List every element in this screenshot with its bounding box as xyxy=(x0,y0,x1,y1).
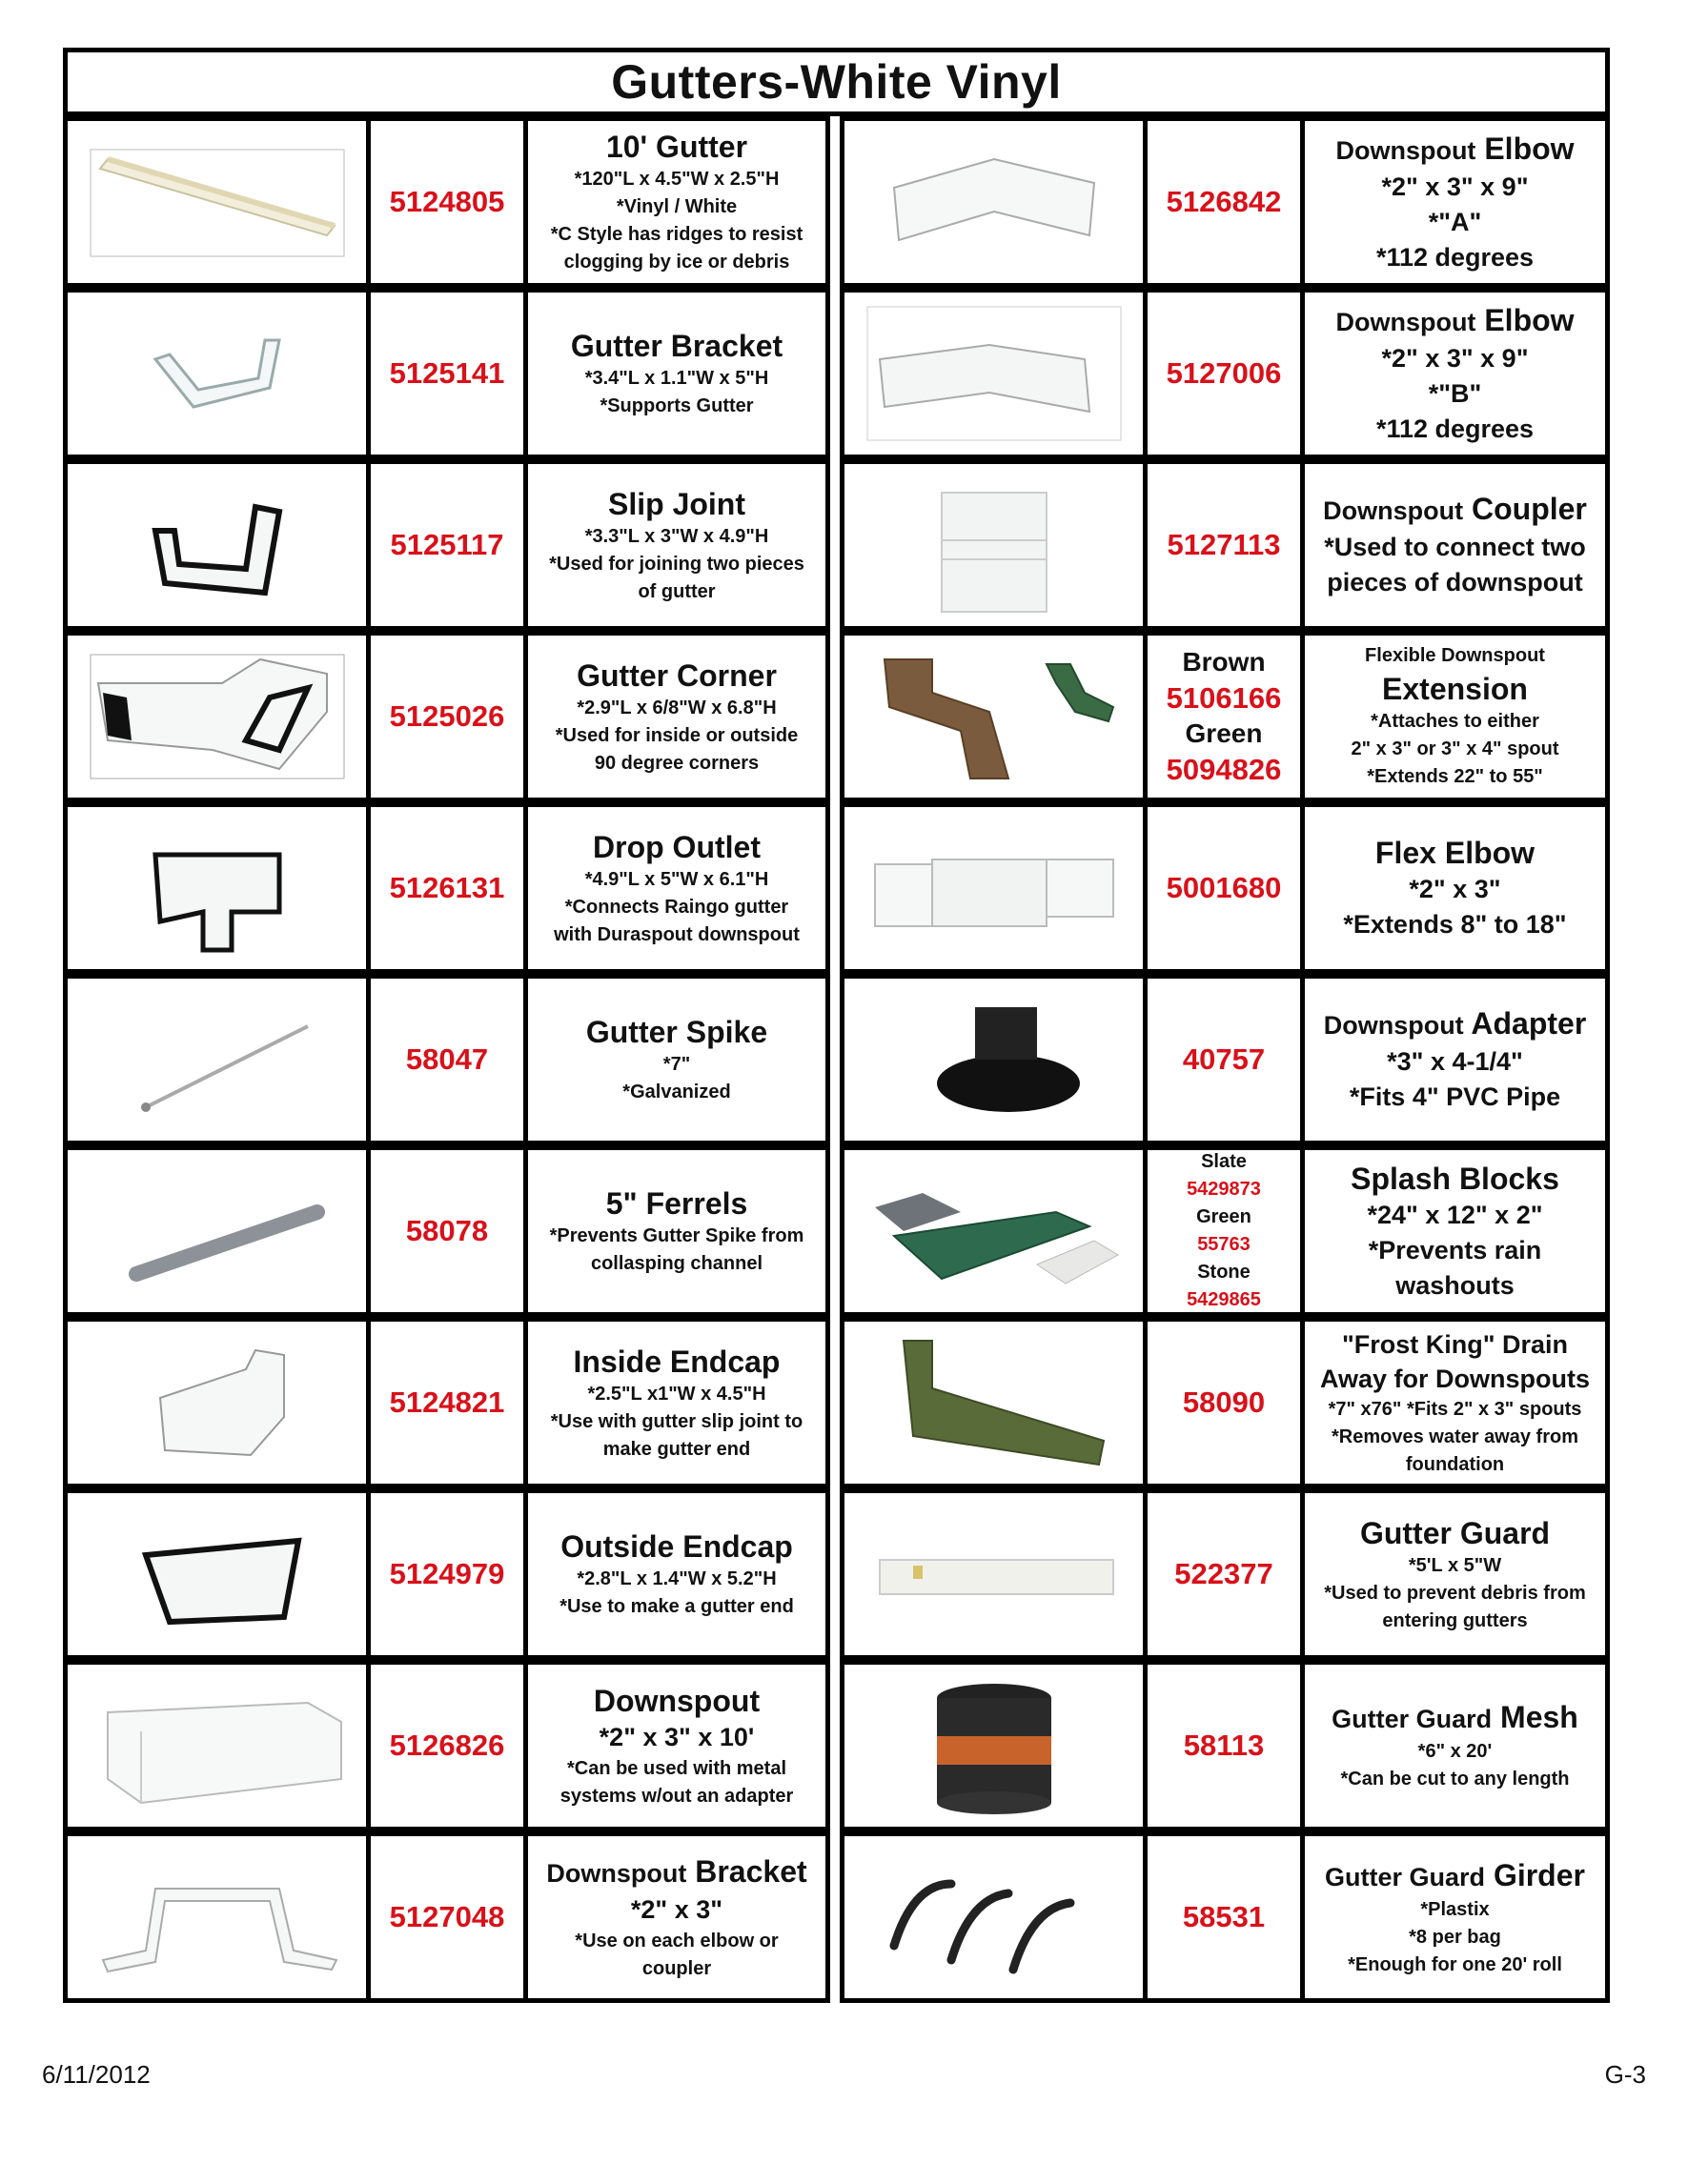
product-detail: *Enough for one 20' roll xyxy=(1348,1953,1562,1975)
product-row xyxy=(840,116,1610,288)
right-product-column xyxy=(840,116,1610,2003)
sku-number: 5001680 xyxy=(1166,871,1282,904)
product-detail: *112 degrees xyxy=(1375,242,1535,272)
sku-number: 5094826 xyxy=(1166,753,1282,786)
sku-number: 58047 xyxy=(405,1042,489,1076)
product-detail: *3.3"L x 3"W x 4.9"H xyxy=(584,525,769,547)
color-label: Green xyxy=(1196,1206,1251,1227)
flex-extension-image xyxy=(865,645,1123,788)
product-row xyxy=(840,459,1610,631)
drain-away-image xyxy=(865,1331,1123,1474)
product-detail: *2.8"L x 1.4"W x 5.2"H xyxy=(577,1568,777,1589)
sku-number: 5127113 xyxy=(1167,528,1281,561)
sku-number: 5429865 xyxy=(1187,1289,1261,1310)
product-detail: *Used to prevent debris from xyxy=(1324,1582,1586,1604)
page-number: G-3 xyxy=(1604,2060,1646,2089)
color-label: Green xyxy=(1185,718,1263,748)
product-name: Gutter Corner xyxy=(577,657,777,693)
gutter-guard-image xyxy=(865,1503,1123,1646)
product-size: *2" x 3" x 10' xyxy=(599,1722,755,1751)
product-detail: *Can be cut to any length xyxy=(1340,1769,1570,1790)
product-row xyxy=(840,631,1610,802)
product-row xyxy=(63,1660,830,1831)
gutter-bracket-image xyxy=(89,302,346,445)
guard-girder-image xyxy=(865,1846,1123,1989)
product-row xyxy=(840,1660,1610,1831)
product-detail: *"A" xyxy=(1428,207,1482,236)
product-detail: *Attaches to either xyxy=(1371,711,1539,732)
elbow-b-image xyxy=(865,302,1123,445)
product-name: Slip Joint xyxy=(608,486,745,521)
product-size: *24" x 12" x 2" xyxy=(1367,1200,1543,1229)
sku-number: 5127006 xyxy=(1166,356,1282,390)
elbow-a-image xyxy=(865,131,1123,273)
sku-number: 5125141 xyxy=(389,356,505,390)
product-detail: *Use with gutter slip joint to xyxy=(550,1410,803,1432)
sku-number: 5125026 xyxy=(389,699,505,733)
left-product-column xyxy=(63,116,830,2003)
product-name: Gutter Guard Girder xyxy=(1325,1857,1585,1892)
product-detail: collasping channel xyxy=(590,1253,763,1274)
product-detail: *Extends 8" to 18" xyxy=(1343,910,1567,939)
product-detail: *Plastix xyxy=(1420,1898,1490,1920)
sku-number: 522377 xyxy=(1174,1557,1273,1590)
product-detail: *7" x76" *Fits 2" x 3" spouts xyxy=(1328,1398,1582,1420)
product-detail: *Removes water away from xyxy=(1331,1426,1578,1447)
product-row xyxy=(63,459,830,631)
product-detail: *Used to connect two xyxy=(1324,533,1586,561)
sku-number: 5126842 xyxy=(1166,185,1282,218)
product-size: *2" x 3" xyxy=(1409,875,1501,903)
product-detail: with Duraspout downspout xyxy=(554,923,800,945)
page-title: Gutters-White Vinyl xyxy=(611,55,1062,109)
product-detail: *2.9"L x 6/8"W x 6.8"H xyxy=(577,697,777,718)
downspout-bracket-image xyxy=(89,1846,346,1989)
sku-number: 5126131 xyxy=(389,871,505,904)
sku-number: 55763 xyxy=(1197,1234,1251,1255)
product-name: Gutter Spike xyxy=(585,1015,768,1049)
product-row xyxy=(840,1145,1610,1317)
product-row xyxy=(63,288,830,459)
product-name: Downspout xyxy=(593,1683,761,1718)
product-detail: *2.5"L x1"W x 4.5"H xyxy=(587,1383,766,1405)
product-name: Downspout Bracket xyxy=(546,1853,807,1889)
product-name: 10' Gutter xyxy=(605,130,748,164)
sku-number: 5125117 xyxy=(390,528,504,561)
product-detail: clogging by ice or debris xyxy=(563,252,790,273)
product-row xyxy=(840,802,1610,974)
product-name: Gutter Guard Mesh xyxy=(1332,1700,1578,1734)
product-detail: *Prevents Gutter Spike from xyxy=(549,1225,804,1246)
product-name: "Frost King" Drain xyxy=(1341,1329,1569,1359)
sku-number: 5126826 xyxy=(389,1729,505,1762)
product-name-prefix: Flexible Downspout xyxy=(1365,645,1545,666)
product-detail: *Galvanized xyxy=(622,1082,731,1102)
product-row xyxy=(840,288,1610,459)
product-detail: 90 degree corners xyxy=(594,752,760,774)
product-detail: of gutter xyxy=(638,580,716,602)
product-detail: *Use on each elbow or xyxy=(575,1930,779,1951)
product-detail: systems w/out an adapter xyxy=(559,1785,794,1807)
product-row xyxy=(63,1145,830,1317)
product-row xyxy=(63,1831,830,2003)
product-detail: foundation xyxy=(1405,1453,1505,1475)
inside-endcap-image xyxy=(89,1331,346,1474)
product-detail: *4.9"L x 5"W x 6.1"H xyxy=(584,868,769,890)
product-row xyxy=(63,974,830,1145)
product-detail: *112 degrees xyxy=(1375,414,1535,443)
product-detail: *Supports Gutter xyxy=(600,395,754,416)
product-name: Downspout Adapter xyxy=(1323,1006,1587,1041)
product-row xyxy=(63,1317,830,1488)
product-name: Gutter Guard xyxy=(1359,1515,1551,1550)
product-row xyxy=(63,116,830,288)
flex-elbow-image xyxy=(865,817,1123,960)
drop-outlet-image xyxy=(89,817,346,960)
downspout-adapter-image xyxy=(865,988,1123,1131)
sku-number: 58113 xyxy=(1183,1729,1265,1762)
product-name: Away for Downspouts xyxy=(1319,1364,1591,1393)
product-size: *2" x 3" xyxy=(630,1894,723,1924)
sku-number: 5127048 xyxy=(389,1900,505,1933)
coupler-image xyxy=(865,474,1123,617)
product-name: 5" Ferrels xyxy=(605,1186,748,1221)
footer-date: 6/11/2012 xyxy=(42,2060,151,2089)
product-detail: coupler xyxy=(641,1957,712,1979)
ferrel-tube-image xyxy=(89,1160,346,1303)
product-size: *2" x 3" x 9" xyxy=(1381,343,1529,373)
product-name: Extension xyxy=(1382,672,1528,706)
product-name: Splash Blocks xyxy=(1351,1161,1559,1196)
product-detail: *Prevents rain xyxy=(1368,1235,1542,1264)
catalog-title-bar xyxy=(63,48,1610,116)
sku-number: 5106166 xyxy=(1166,681,1282,715)
product-detail: *8 per bag xyxy=(1409,1926,1501,1948)
sku-number: 5124821 xyxy=(389,1385,505,1419)
sku-number: 5124805 xyxy=(389,185,505,218)
product-detail: *Used for inside or outside xyxy=(555,724,799,746)
product-row xyxy=(63,1488,830,1660)
guard-mesh-image xyxy=(865,1674,1123,1817)
product-name: Downspout Elbow xyxy=(1335,131,1575,166)
product-detail: *120"L x 4.5"W x 2.5"H xyxy=(574,169,780,190)
product-size: *3" x 4-1/4" xyxy=(1387,1047,1523,1076)
sku-number: 40757 xyxy=(1182,1042,1266,1076)
product-detail: *Vinyl / White xyxy=(616,196,738,217)
product-detail: *"B" xyxy=(1428,378,1482,408)
product-row xyxy=(63,631,830,802)
gutter-section-image xyxy=(89,131,346,273)
product-name: Flex Elbow xyxy=(1374,836,1535,870)
product-name: Downspout Coupler xyxy=(1323,492,1587,526)
product-detail: entering gutters xyxy=(1382,1609,1528,1631)
product-name: Downspout Elbow xyxy=(1335,302,1575,337)
product-name: Drop Outlet xyxy=(593,829,761,864)
product-detail: *Can be used with metal xyxy=(566,1757,787,1779)
product-detail: *C Style has ridges to resist xyxy=(550,224,803,245)
outside-endcap-image xyxy=(89,1503,346,1646)
product-row xyxy=(840,974,1610,1145)
gutter-corner-image xyxy=(89,645,346,788)
color-label: Brown xyxy=(1182,647,1266,677)
product-row xyxy=(840,1831,1610,2003)
product-name: Inside Endcap xyxy=(573,1344,781,1379)
product-name: Outside Endcap xyxy=(560,1529,793,1564)
sku-number: 5124979 xyxy=(389,1557,505,1590)
splash-blocks-image xyxy=(865,1160,1123,1303)
product-detail: *7" xyxy=(662,1054,691,1075)
product-detail: make gutter end xyxy=(602,1438,751,1460)
product-row xyxy=(840,1317,1610,1488)
product-detail: *Extends 22" to 55" xyxy=(1367,766,1543,787)
product-size: *2" x 3" x 9" xyxy=(1381,172,1529,201)
product-detail: 2" x 3" or 3" x 4" spout xyxy=(1351,738,1559,759)
downspout-image xyxy=(89,1674,346,1817)
slip-joint-image xyxy=(89,474,346,617)
product-detail: *6" x 20' xyxy=(1417,1741,1493,1762)
color-label: Slate xyxy=(1201,1151,1247,1172)
gutter-spike-image xyxy=(89,988,346,1131)
product-detail: pieces of downspout xyxy=(1327,568,1583,597)
sku-number: 5429873 xyxy=(1187,1179,1261,1200)
product-detail: *Used for joining two pieces xyxy=(549,553,804,575)
sku-number: 58531 xyxy=(1182,1900,1266,1933)
product-detail: *Use to make a gutter end xyxy=(559,1596,794,1617)
product-detail: *Connects Raingo gutter xyxy=(564,896,789,918)
sku-number: 58078 xyxy=(405,1214,489,1247)
color-label: Stone xyxy=(1197,1262,1251,1283)
product-detail: *5'L x 5"W xyxy=(1408,1554,1502,1576)
product-row xyxy=(840,1488,1610,1660)
product-detail: *3.4"L x 1.1"W x 5"H xyxy=(584,368,769,389)
product-row xyxy=(63,802,830,974)
product-detail: *Fits 4" PVC Pipe xyxy=(1349,1082,1561,1111)
sku-number: 58090 xyxy=(1182,1385,1266,1419)
product-detail: washouts xyxy=(1395,1270,1515,1300)
product-name: Gutter Bracket xyxy=(570,329,783,363)
